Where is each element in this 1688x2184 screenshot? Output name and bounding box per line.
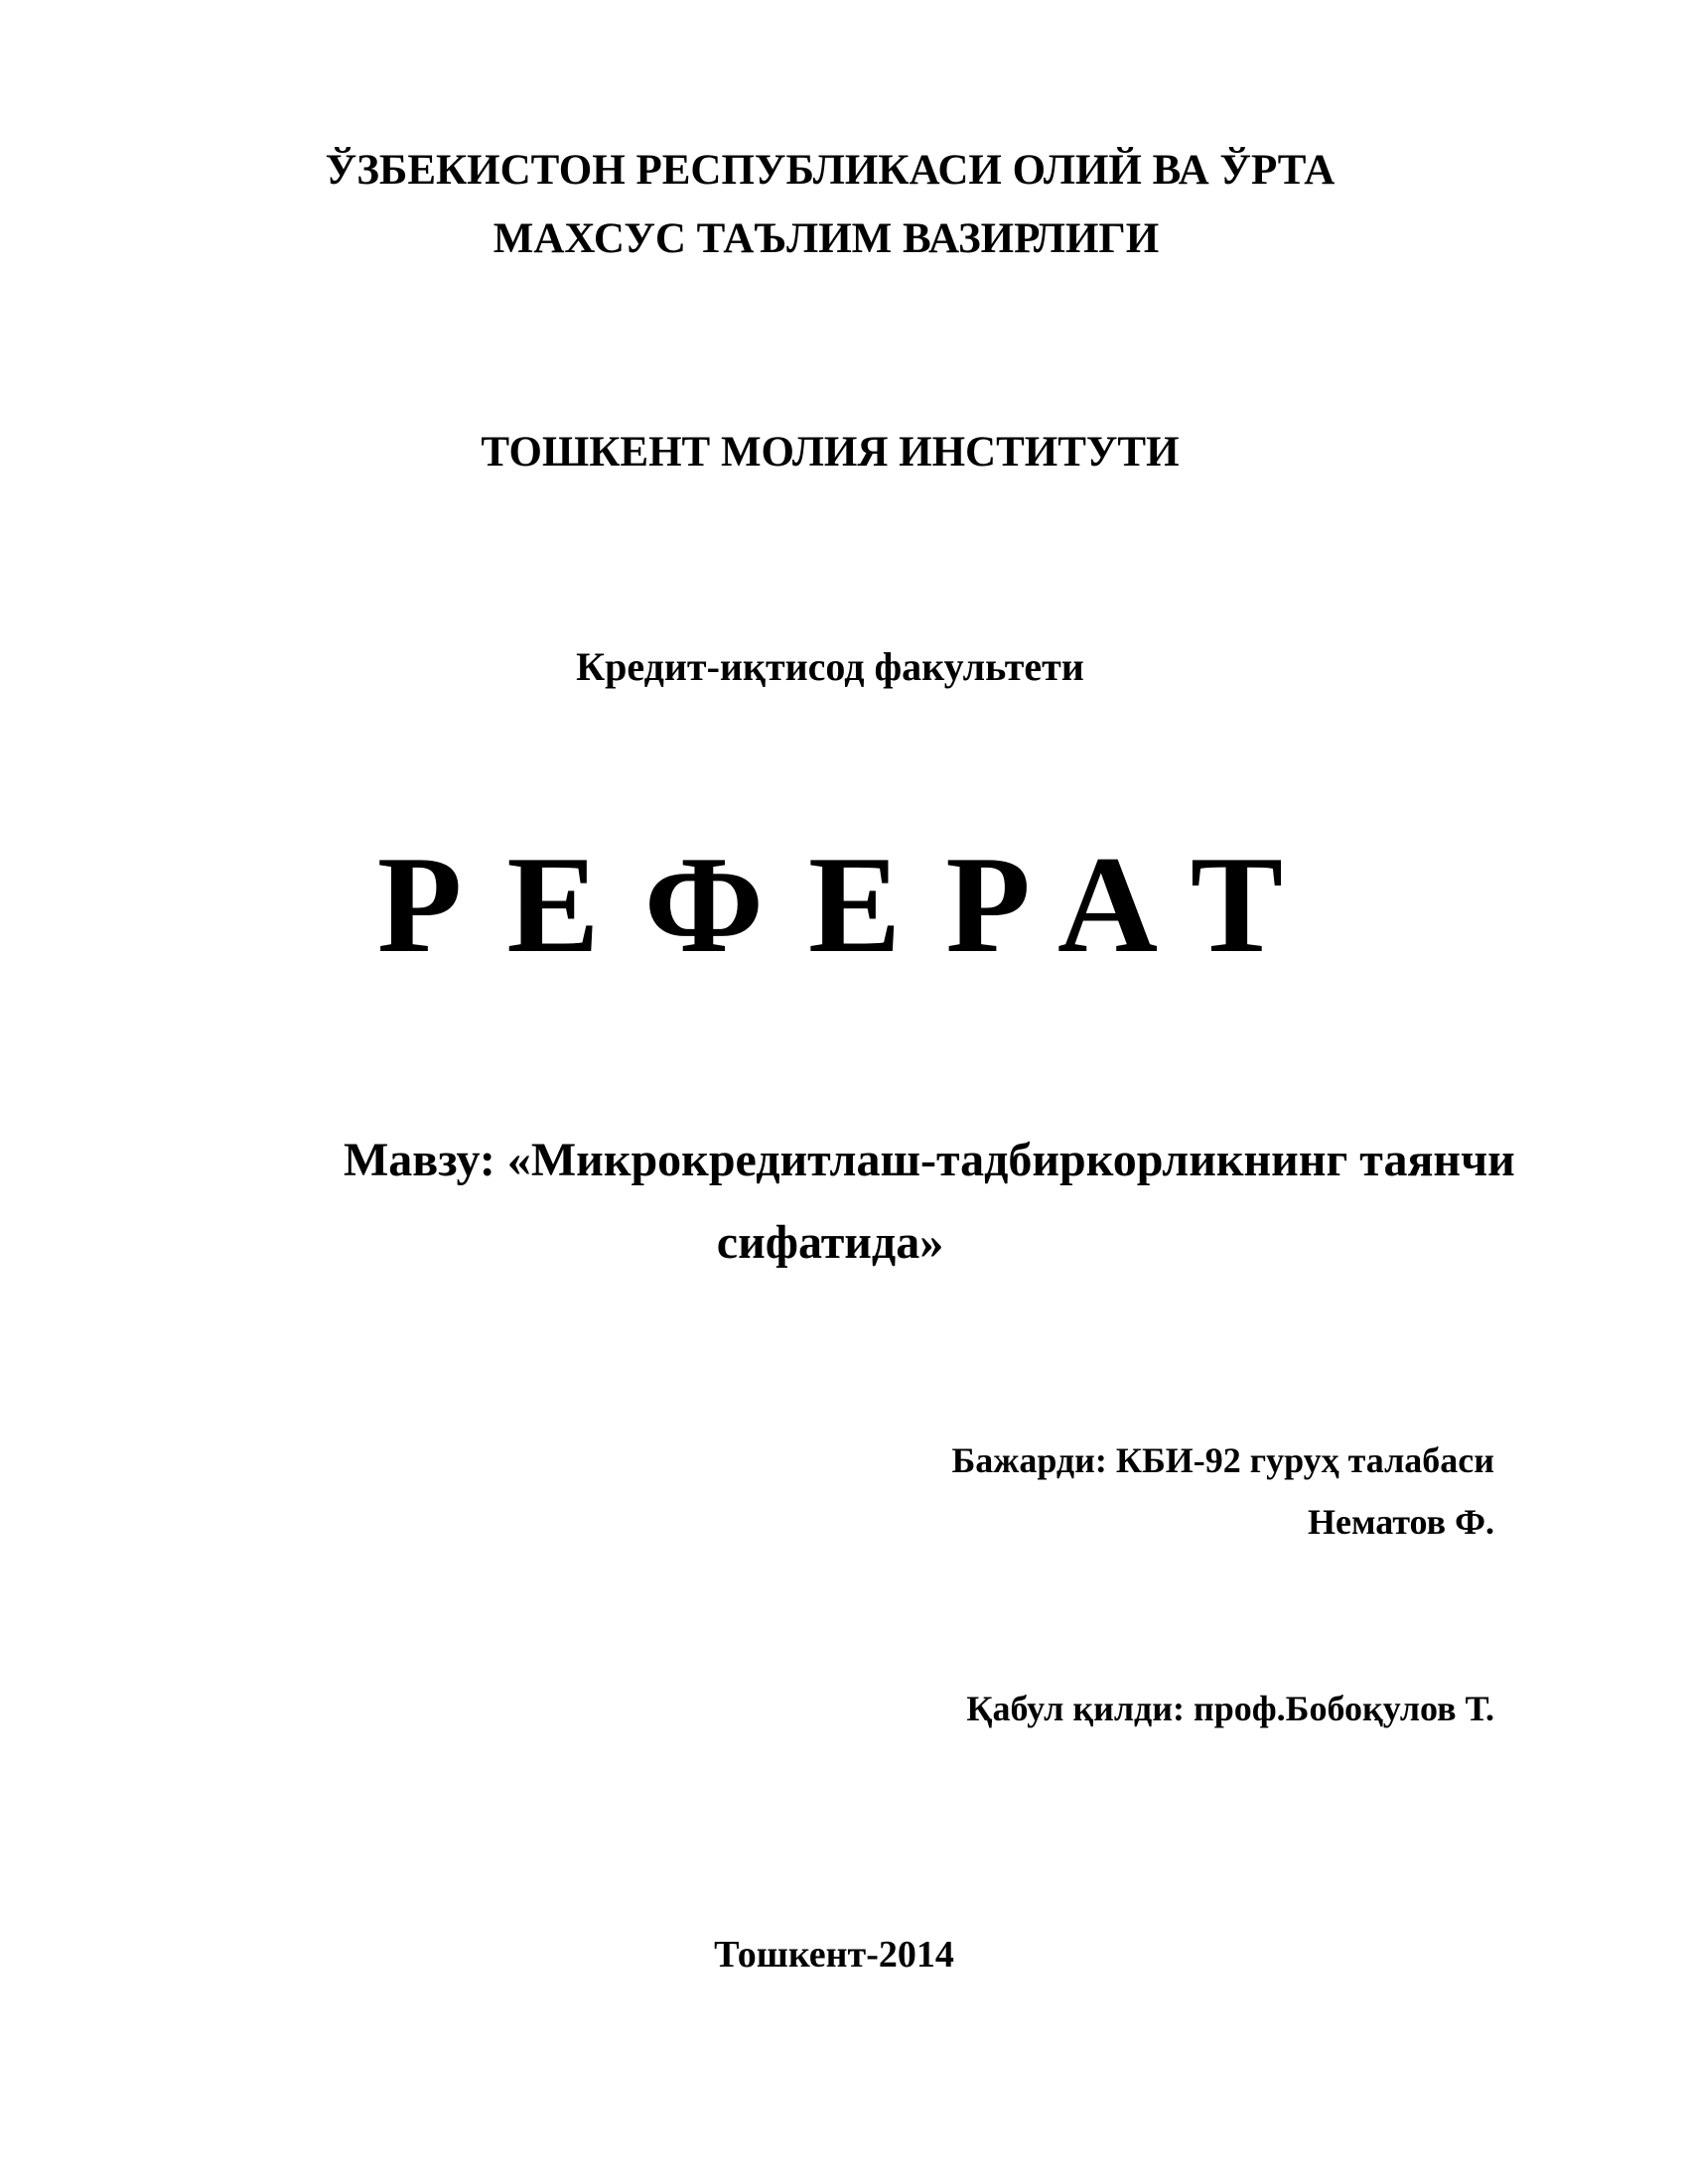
ministry-line-1: ЎЗБЕКИСТОН РЕСПУБЛИКАСИ ОЛИЙ ВА ЎРТА: [325, 147, 1336, 194]
faculty-name: Кредит-иқтисод факультети: [576, 644, 1084, 689]
topic-line-2: сифатида»: [716, 1216, 944, 1269]
city-year: Тошкент-2014: [714, 1934, 954, 1976]
document-title: РЕФЕРАТ: [376, 828, 1329, 982]
institute-name: ТОШКЕНТ МОЛИЯ ИНСТИТУТИ: [481, 429, 1180, 476]
performed-by: Бажарди: КБИ-92 гуруҳ талабаси: [951, 1440, 1494, 1480]
student-name: Нематов Ф.: [1308, 1502, 1494, 1542]
accepted-by: Қабул қилди: проф.Бобоқулов Т.: [966, 1689, 1494, 1728]
ministry-line-2: МАХСУС ТАЪЛИМ ВАЗИРЛИГИ: [492, 215, 1160, 262]
topic-line-1: Мавзу: «Микрокредитлаш-тадбиркорликнинг таянчи: [344, 1134, 1515, 1186]
